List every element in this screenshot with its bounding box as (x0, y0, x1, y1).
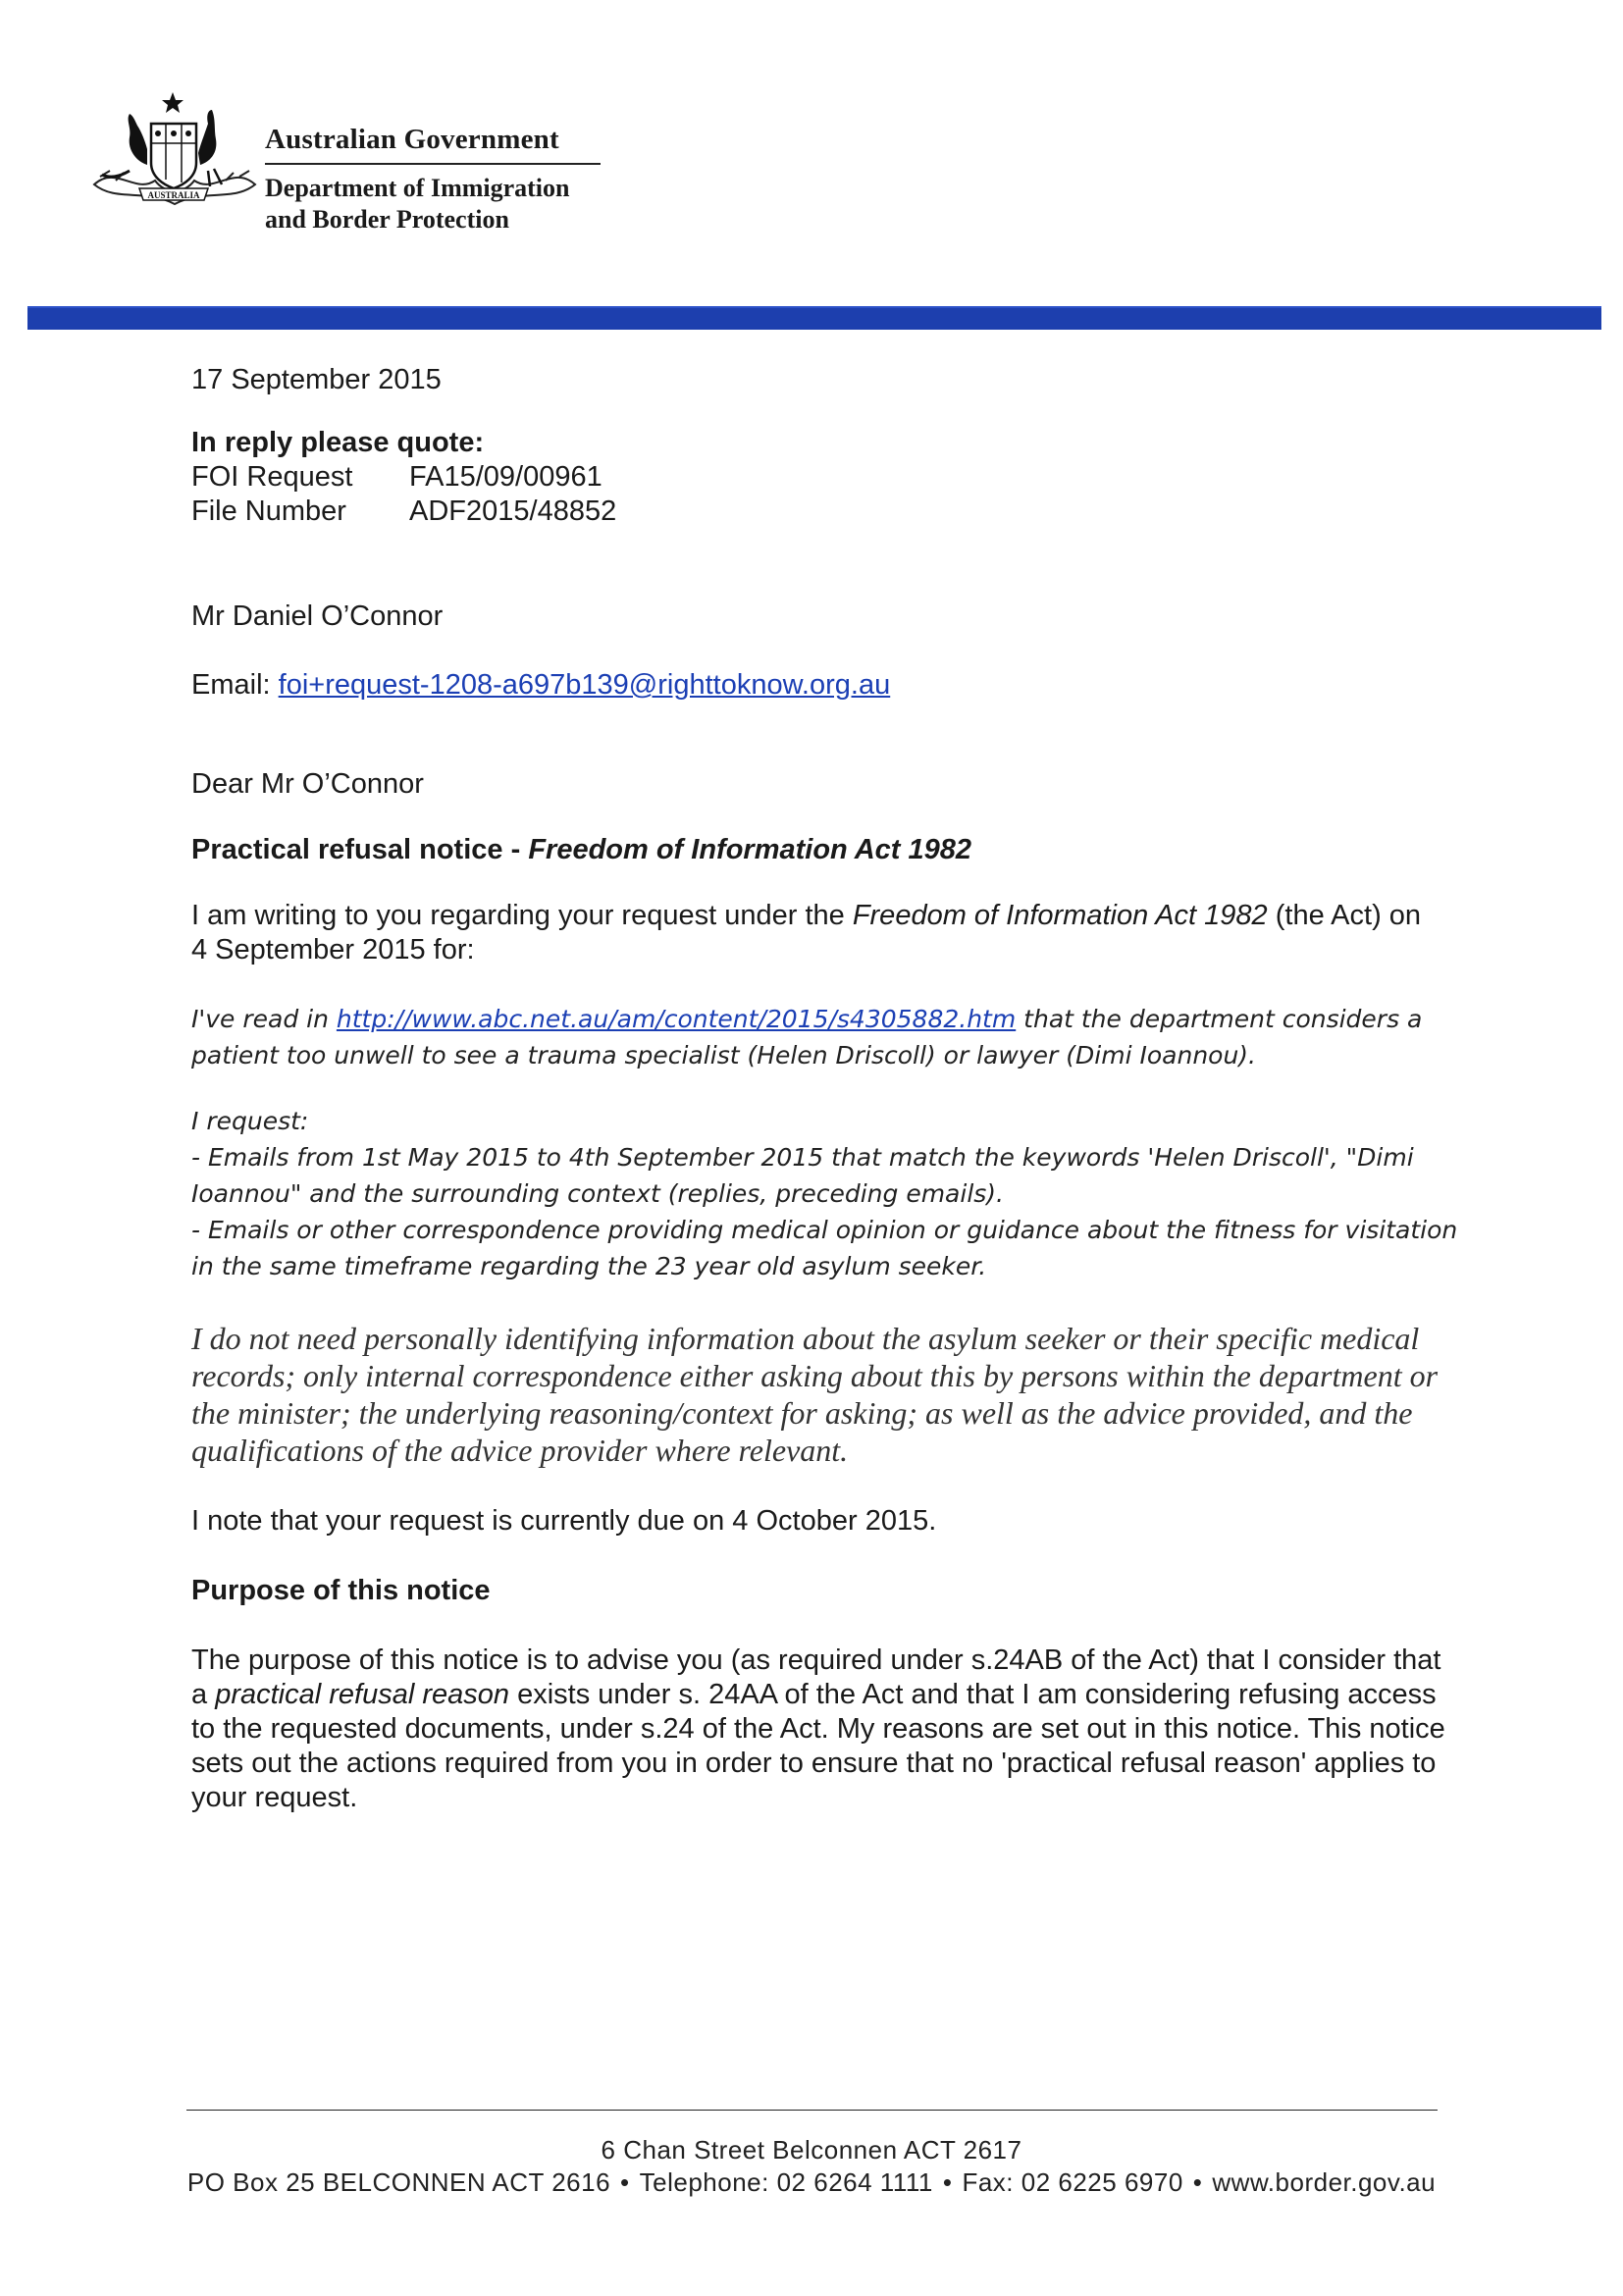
quote-text-end: that the department considers a patient too unwell to see a trauma specialist (Helen Driscoll) or lawyer (Dimi Ioannou). (191, 1005, 1423, 1070)
letterhead-rule (265, 163, 601, 165)
quote-text-start: I've read in (191, 1005, 337, 1033)
footer-separator: • (942, 2167, 953, 2197)
quoted-request-heading: I request: (191, 1107, 309, 1135)
department-line-2: and Border Protection (265, 205, 509, 234)
coat-of-arms-icon (86, 86, 263, 214)
quoted-request-context (191, 1001, 1477, 1073)
reference-label: FOI Request (191, 461, 353, 493)
letter-date: 17 September 2015 (191, 364, 442, 395)
letter-body (191, 363, 1467, 1815)
recipient-email-row (191, 668, 1467, 703)
reference-row-foi (191, 460, 1467, 495)
government-name: Australian Government (265, 124, 559, 155)
footer-separator: • (1192, 2167, 1203, 2197)
header-bar (27, 306, 1601, 330)
footer-fax: Fax: 02 6225 6970 (962, 2167, 1183, 2197)
intro-text-start: I am writing to you regarding your request under the (191, 900, 853, 931)
purpose-paragraph (191, 1644, 1457, 1815)
quoted-request-item-2: - Emails or other correspondence providing medical opinion or guidance about the fitness for visitation in the same timeframe regarding the 23 year old asylum seeker. (191, 1216, 1458, 1280)
recipient-name: Mr Daniel O’Connor (191, 600, 444, 632)
reference-value: ADF2015/48852 (409, 496, 617, 527)
salutation: Dear Mr O’Connor (191, 768, 424, 800)
reference-row-file (191, 495, 1467, 529)
quoted-request-item-1: - Emails from 1st May 2015 to 4th September 2015 that match the keywords 'Helen Driscoll', "Dimi Ioannou" and the surrounding context (replies, preceding emails). (191, 1143, 1414, 1208)
subject-line (191, 833, 1467, 867)
reference-label: File Number (191, 496, 346, 527)
intro-act-title: Freedom of Information Act 1982 (852, 900, 1268, 931)
department-line-1: Department of Immigration (265, 174, 570, 202)
footer-po-box: PO Box 25 BELCONNEN ACT 2616 (186, 2167, 611, 2197)
footer-telephone: Telephone: 02 6264 1111 (639, 2167, 933, 2197)
reply-quote-heading: In reply please quote: (191, 427, 485, 458)
crest-scroll-text: AUSTRALIA (147, 190, 200, 200)
due-date-note: I note that your request is currently due on 4 October 2015. (191, 1505, 937, 1537)
footer (0, 2134, 1623, 2199)
footer-website-link[interactable]: www.border.gov.au (1212, 2167, 1437, 2197)
subject-prefix: Practical refusal notice - (191, 834, 529, 865)
footer-rule (186, 2110, 1438, 2111)
purpose-heading: Purpose of this notice (191, 1575, 491, 1606)
footer-contact-line (0, 2166, 1623, 2199)
intro-paragraph (191, 899, 1428, 967)
footer-address: 6 Chan Street Belconnen ACT 2617 (601, 2135, 1022, 2165)
department-name (265, 173, 618, 235)
quoted-request (191, 1001, 1477, 1284)
purpose-emphasis: practical refusal reason (215, 1679, 510, 1710)
purpose-text-end: exists under s. 24AA of the Act and that I am considering refusing access to the requested documents, under s.24 of the Act. My reasons are set out in this notice. This notice sets out the actions required from you in order to ensure that no 'practical refusal reason' applies to your request. (191, 1679, 1445, 1813)
subject-act-title: Freedom of Information Act 1982 (528, 834, 972, 865)
abc-article-link[interactable]: http://www.abc.net.au/am/content/2015/s4305882.htm (336, 1005, 1017, 1033)
email-label: Email: (191, 669, 271, 701)
quoted-request-clarification: I do not need personally identifying information about the asylum seeker or their specific medical records; only internal correspondence either asking about this by persons within the department or the minister; the underlying reasoning/context for asking; as well as the advice provided, and the qualifications of the advice provider where relevant. (191, 1321, 1439, 1468)
footer-separator: • (620, 2167, 630, 2197)
reference-value: FA15/09/00961 (409, 461, 602, 493)
intro-text-end: (the Act) on 4 September 2015 for: (191, 900, 1422, 965)
recipient-email-link[interactable]: foi+request-1208-a697b139@righttoknow.org.au (278, 669, 891, 701)
letterhead (86, 86, 636, 243)
purpose-text-start: The purpose of this notice is to advise you (as required under s.24AB of the Act) that I consider that a (191, 1644, 1441, 1710)
